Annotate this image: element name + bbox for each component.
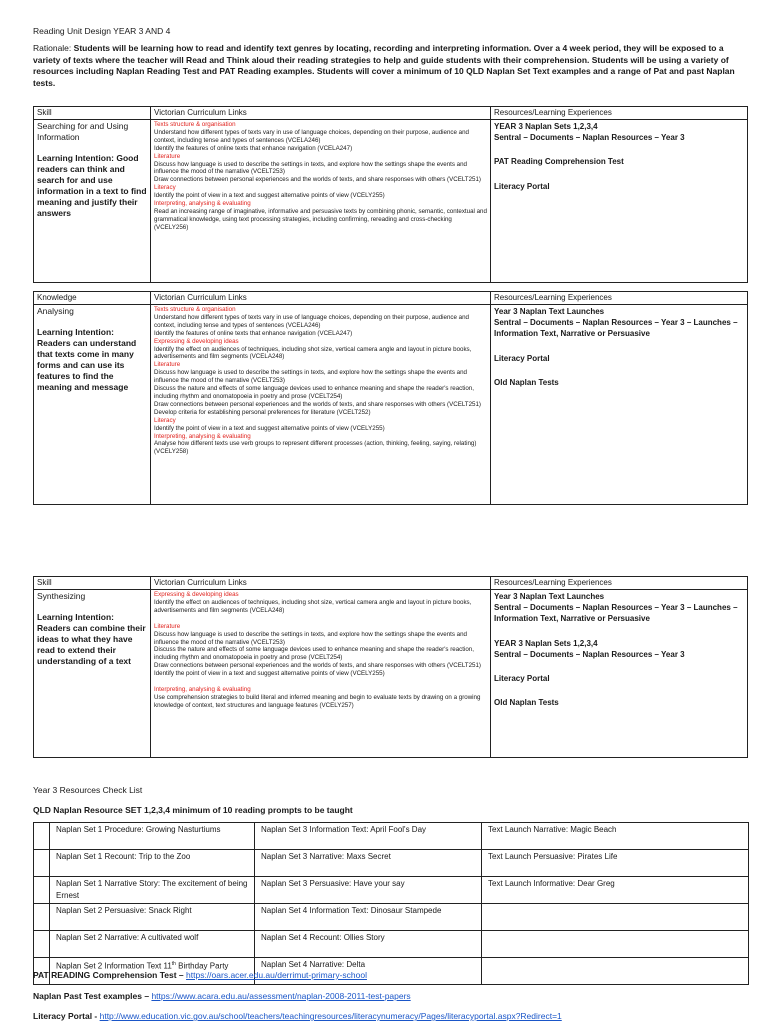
checklist-cell [482,958,749,985]
skill-table-1 [33,106,748,283]
col-header-curriculum: Victorian Curriculum Links [151,292,491,305]
resource-item: YEAR 3 Naplan Sets 1,2,3,4 Sentral – Documents – Naplan Resources – Year 3 [494,122,685,143]
checkbox-cell[interactable] [34,904,50,931]
col-header-resources: Resources/Learning Experiences [491,107,748,120]
document-heading: Reading Unit Design YEAR 3 AND 4 [33,26,171,36]
curriculum-descriptor: Discuss how language is used to describe the settings in texts, and explore how the settings shape the events and influence the mood of the narrative (VCELT253) [154,160,468,176]
table-header-row [34,292,748,305]
resource-item: PAT Reading Comprehension Test [494,157,624,167]
resource-checklist-table [33,822,749,985]
naplan-past-tests-link[interactable]: https://www.acara.edu.au/assessment/naplan-2008-2011-test-papers [151,991,411,1001]
pat-reading-link[interactable]: https://oars.acer.edu.au/derrimut-primary-school [186,970,367,980]
curriculum-descriptor: Understand how different types of texts vary in use of language choices, depending on their purpose, audience and context, including tense and types of sentences (VCELA246) [154,128,469,144]
curriculum-descriptor: Identify the features of online texts that enhance navigation (VCELA247) [154,329,353,337]
checklist-cell: Text Launch Persuasive: Pirates Life [482,850,749,877]
checklist-cell: Naplan Set 2 Narrative: A cultivated wolf [50,931,255,958]
checklist-cell: Naplan Set 4 Recount: Ollies Story [255,931,482,958]
skill-name: Analysing [37,306,74,316]
curriculum-strand-heading: Texts structure & organisation [154,121,236,128]
table-header-row [34,107,748,120]
link-label: Literacy Portal - [33,1011,100,1021]
col-header-knowledge: Knowledge [34,292,151,305]
table-body-row [34,120,748,283]
curriculum-strand-heading: Literature [154,152,181,160]
curriculum-descriptor: Draw connections between personal experiences and the worlds of texts, and share responses with others (VCELT251) [154,662,481,670]
checklist-row [34,904,749,931]
curriculum-descriptor: Draw connections between personal experiences and the worlds of texts, and share responses with others (VCELT251) [154,400,481,408]
checklist-cell: Naplan Set 3 Persuasive: Have your say [255,877,482,904]
curriculum-descriptor: Identify the effect on audiences of techniques, including shot size, vertical camera angle and layout in picture books, advertisements and film segments (VCELA248) [154,345,472,361]
resource-item: Literacy Portal [494,353,550,363]
checkbox-cell[interactable] [34,931,50,958]
resource-item: Old Naplan Tests [494,698,559,708]
col-header-resources: Resources/Learning Experiences [491,292,748,305]
curriculum-descriptor: Identify the point of view in a text and suggest alternative points of view (VCELY255) [154,192,385,200]
curriculum-descriptor: Identify the effect on audiences of techniques, including shot size, vertical camera angle and layout in picture books, advertisements and film segments (VCELA248) [154,598,472,614]
checklist-cell: Naplan Set 2 Persuasive: Snack Right [50,904,255,931]
checklist-title: Year 3 Resources Check List [33,785,143,795]
checklist-cell: Text Launch Narrative: Magic Beach [482,823,749,850]
literacy-portal-link[interactable]: http://www.education.vic.gov.au/school/teachers/teachingresources/literacynumeracy/Pages/literacyportal.aspx?Redirect=1 [99,1011,562,1021]
skill-cell [34,120,151,283]
curriculum-strand-heading: Interpreting, analysing & evaluating [154,432,251,440]
curriculum-cell [151,120,491,283]
skill-cell [34,590,151,758]
spacer [154,678,487,686]
curriculum-descriptor: Understand how different types of texts vary in use of language choices, depending on their purpose, audience and context, including tense and types of sentences (VCELA246) [154,313,469,329]
curriculum-descriptor: Discuss how language is used to describe the settings in texts, and explore how the settings shape the events and influence the mood of the narrative (VCELT253) [154,630,468,646]
curriculum-descriptor: Analyse how different texts use verb groups to represent different processes (action, thinking, feeling, saying, relating) (VCELY258) [154,440,477,456]
curriculum-strand-heading: Texts structure & organisation [154,306,236,313]
checklist-cell: Naplan Set 1 Procedure: Growing Nasturtiums [50,823,255,850]
curriculum-strand-heading: Interpreting, analysing & evaluating [154,200,251,208]
curriculum-cell [151,590,491,758]
checklist-cell [482,904,749,931]
curriculum-strand-heading: Literature [154,622,181,630]
rationale-paragraph [33,43,748,89]
ordinal-suffix: th [171,961,176,967]
learning-intention: Learning Intention: Good readers can think and search for and use information in a text to find meaning and justify their answers [37,153,147,218]
checklist-cell: Naplan Set 3 Information Text: April Fool's Day [255,823,482,850]
col-header-resources: Resources/Learning Experiences [491,577,748,590]
checklist-cell: Naplan Set 4 Information Text: Dinosaur Stampede [255,904,482,931]
checkbox-cell[interactable] [34,850,50,877]
curriculum-descriptor: Develop criteria for establishing personal preferences for literature (VCELT252) [154,408,371,416]
link-label: PAT READING Comprehension Test – [33,970,187,980]
curriculum-strand-heading: Expressing & developing ideas [154,591,239,598]
curriculum-descriptor: Read an increasing range of imaginative, informative and persuasive texts by combining phonic, semantic, contextual and grammatical knowledge, using text processing strategies, including confirming, rereading and cross-checking (VCELY256) [154,207,487,231]
checklist-cell: Naplan Set 4 Narrative: Delta [255,958,482,985]
curriculum-strand-heading: Literacy [154,416,176,424]
curriculum-strand-heading: Interpreting, analysing & evaluating [154,686,251,694]
resource-item: Year 3 Naplan Text Launches Sentral – Documents – Naplan Resources – Year 3 – Launches – Information Text, Narrative or Persuasive [494,307,738,339]
curriculum-strand-heading: Literature [154,361,181,369]
resource-item: Year 3 Naplan Text Launches Sentral – Documents – Naplan Resources – Year 3 – Launches – Information Text, Narrative or Persuasive [494,592,738,624]
curriculum-strand-heading: Expressing & developing ideas [154,337,239,345]
curriculum-cell [151,305,491,505]
curriculum-descriptor: Identify the point of view in a text and suggest alternative points of view (VCELY255) [154,424,385,432]
checklist-cell: Naplan Set 1 Narrative Story: The excitement of being Ernest [50,877,255,904]
curriculum-descriptor: Use comprehension strategies to build literal and inferred meaning and begin to evaluate texts by drawing on a growing knowledge of context, text structures and language features (VCELY257) [154,693,481,709]
table-header-row [34,577,748,590]
literacy-portal-link-line [33,1011,562,1021]
spacer [154,615,487,623]
naplan-past-tests-link-line [33,991,411,1001]
checkbox-cell[interactable] [34,877,50,904]
col-header-curriculum: Victorian Curriculum Links [151,107,491,120]
curriculum-descriptor: Discuss how language is used to describe the settings in texts, and explore how the settings shape the events and influence the mood of the narrative (VCELT253) [154,369,468,385]
table-body-row [34,590,748,758]
checkbox-cell[interactable] [34,823,50,850]
checklist-cell: Naplan Set 3 Narrative: Maxs Secret [255,850,482,877]
col-header-skill: Skill [34,107,151,120]
resource-item: YEAR 3 Naplan Sets 1,2,3,4 Sentral – Documents – Naplan Resources – Year 3 [494,638,685,659]
curriculum-descriptor: Identify the features of online texts that enhance navigation (VCELA247) [154,144,353,152]
resources-cell [491,590,748,758]
curriculum-descriptor: Identify the point of view in a text and suggest alternative points of view (VCELY255) [154,670,385,678]
checklist-row [34,823,749,850]
checklist-cell [482,931,749,958]
skill-name: Synthesizing [37,591,86,601]
skill-table-3 [33,576,748,758]
qld-resource-title: QLD Naplan Resource SET 1,2,3,4 minimum of 10 reading prompts to be taught [33,805,353,815]
curriculum-descriptor: Draw connections between personal experiences and the worlds of texts, and share responses with others (VCELT251) [154,176,481,184]
col-header-skill: Skill [34,577,151,590]
curriculum-descriptor: Discuss the nature and effects of some language devices used to enhance meaning and shape the reader's reaction, including rhythm and onomatopoeia in poetry and prose (VCELT254) [154,385,474,400]
resource-item: Literacy Portal [494,181,550,191]
checklist-cell: Text Launch Informative: Dear Greg [482,877,749,904]
rationale-text: Students will be learning how to read and identify text genres by locating, recording and interpreting information. Over a 4 week period, they will be exposed to a variety of texts where the teacher will Read and Think aloud their reading strategies to help and guide students with their comprehension. Students will be using a variety of resources including Naplan Reading Test and PAT Reading examples. Students will cover a minimum of 10 QLD Naplan Set Text examples and a range of Pat and past Naplan tests. [33,43,735,88]
skill-cell [34,305,151,505]
rationale-label: Rationale: [33,43,72,53]
checklist-cell: Naplan Set 1 Recount: Trip to the Zoo [50,850,255,877]
learning-intention: Learning Intention: Readers can combine their ideas to what they have read to extend their understanding of a text [37,612,146,666]
curriculum-descriptor: Discuss the nature and effects of some language devices used to enhance meaning and shape the reader's reaction, including rhythm and onomatopoeia in poetry and prose (VCELT254) [154,646,474,662]
checklist-row [34,850,749,877]
curriculum-strand-heading: Literacy [154,184,176,192]
checklist-row [34,877,749,904]
table-body-row [34,305,748,505]
resources-cell [491,120,748,283]
pat-reading-link-line [33,970,367,980]
link-label: Naplan Past Test examples – [33,991,152,1001]
skill-name: Searching for and Using Information [37,121,129,142]
resource-item: Literacy Portal [494,674,550,684]
checklist-row [34,931,749,958]
learning-intention: Learning Intention: Readers can understand that texts come in many forms and can use its features to find the meaning and message [37,327,137,392]
checklist-cell: Naplan Set 2 Information Text 11th Birthday Party [50,958,255,985]
col-header-curriculum: Victorian Curriculum Links [151,577,491,590]
resource-item: Old Naplan Tests [494,377,559,387]
skill-table-2 [33,291,748,505]
resources-cell [491,305,748,505]
